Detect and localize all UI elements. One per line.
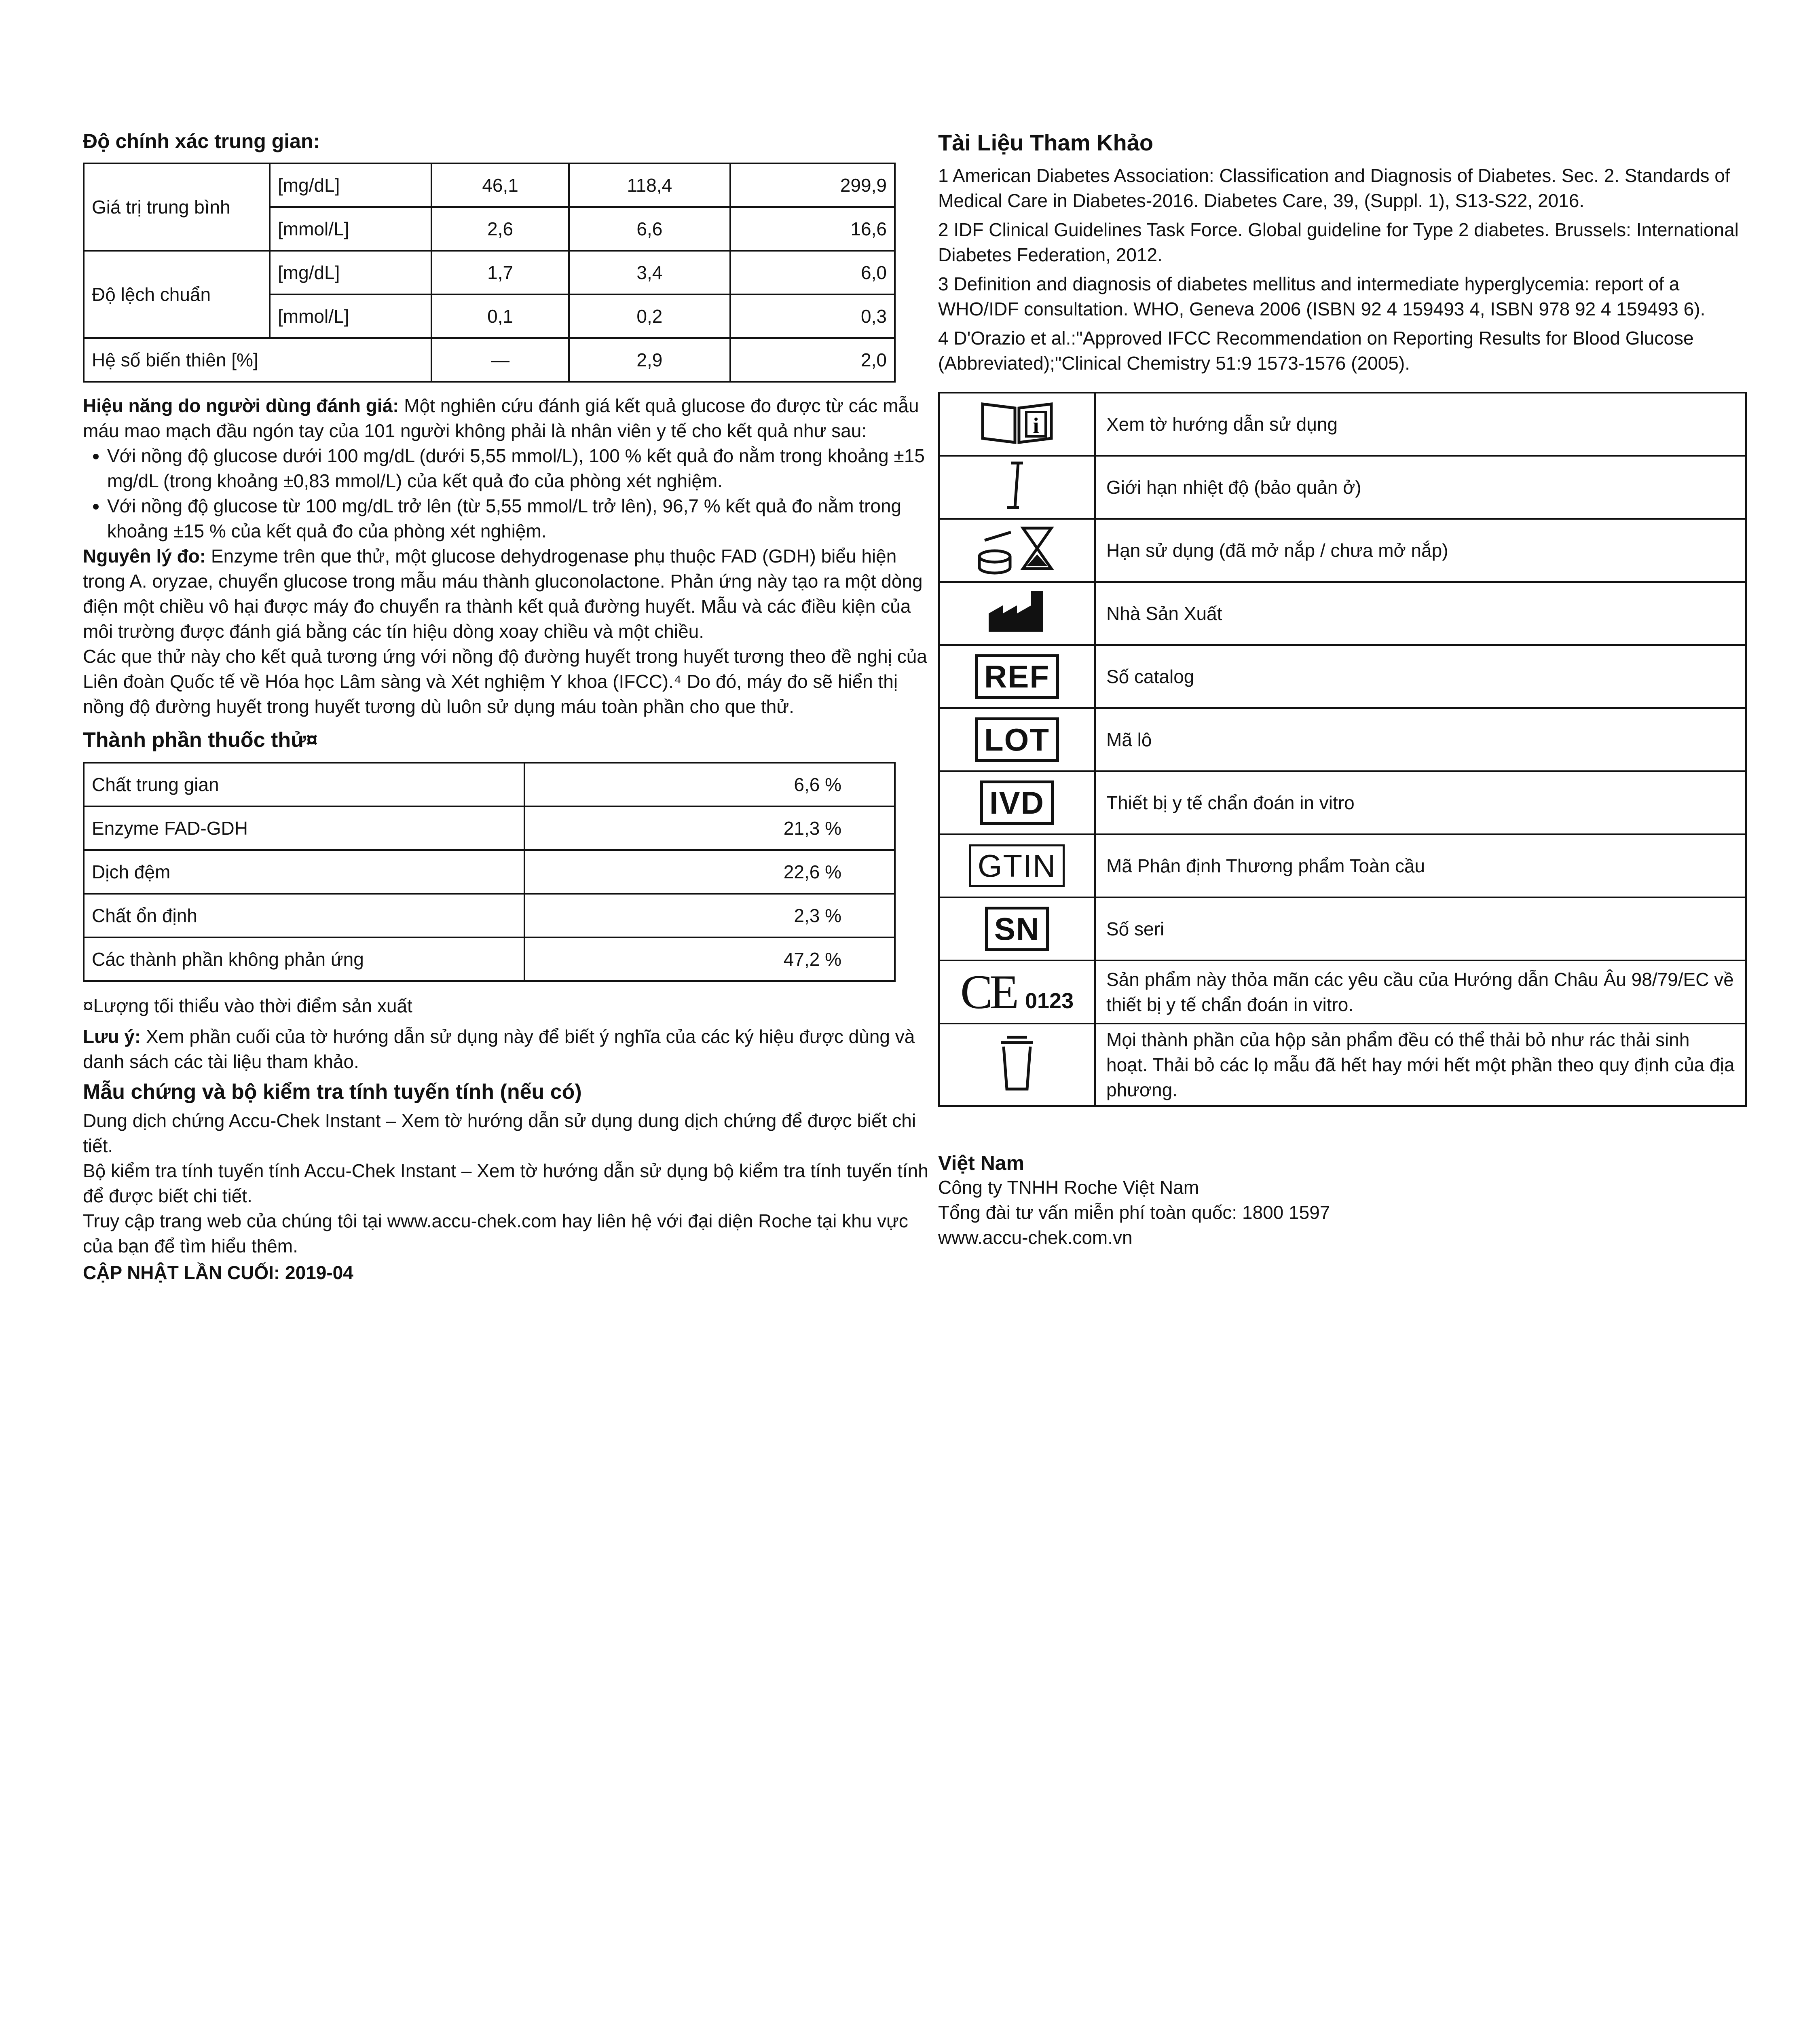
symbol-text: Nhà Sản Xuất [1095, 582, 1746, 645]
list-item: 1 American Diabetes Association: Classification and Diagnosis of Diabetes. Sec. 2. Standards of Medical Care in Diabetes-2016. Diabetes Care, 39, (Suppl. 1), S13-S22, 2016. [938, 165, 1730, 211]
reagent-name: Dịch đệm [84, 850, 524, 894]
list-item: 3 Definition and diagnosis of diabetes mellitus and intermediate hyperglycemia: report of a WHO/IDF consultation. WHO, Geneva 2006 (ISBN 92 4 159493 4, ISBN 978 92 4 159493 6). [938, 273, 1706, 319]
thermometer-icon [939, 456, 1095, 519]
reagent-name: Chất trung gian [84, 763, 524, 806]
vietnam-block [938, 1151, 1755, 1250]
table-row [939, 1024, 1746, 1106]
value-cell: 16,6 [730, 207, 895, 251]
references-heading: Tài Liệu Tham Khảo [938, 130, 1154, 155]
gtin-label: GTIN [969, 844, 1065, 887]
note-title: Lưu ý: [83, 1026, 141, 1047]
sn-icon [939, 897, 1095, 960]
principle-title: Nguyên lý đo: [83, 546, 206, 567]
list-item: 2 IDF Clinical Guidelines Task Force. Global guideline for Type 2 diabetes. Brussels: International Diabetes Federation, 2012. [938, 219, 1739, 265]
value-cell: 6,6 [569, 207, 730, 251]
row-label: Hệ số biến thiên [%] [84, 338, 431, 382]
table-row [84, 894, 895, 937]
symbol-text: Sản phẩm này thỏa mãn các yêu cầu của Hướng dẫn Châu Âu 98/79/EC về thiết bị y tế chẩn đoán in vitro. [1095, 960, 1746, 1024]
waste-bin-icon [939, 1024, 1095, 1106]
symbol-text: Thiết bị y tế chẩn đoán in vitro [1095, 771, 1746, 834]
reagent-value: 2,3 % [524, 894, 895, 937]
value-cell: 0,1 [431, 294, 569, 338]
accuracy-table [83, 163, 896, 383]
table-row [84, 163, 895, 207]
book-info-icon [939, 393, 1095, 456]
table-row [939, 519, 1746, 582]
value-cell: 2,6 [431, 207, 569, 251]
table-row [84, 850, 895, 894]
gtin-icon [939, 834, 1095, 897]
value-cell: 3,4 [569, 251, 730, 294]
vietnam-heading: Việt Nam [938, 1152, 1025, 1174]
ce-number: 0123 [1025, 989, 1074, 1013]
ivd-label: IVD [980, 780, 1054, 825]
principle-text: Enzyme trên que thử, một glucose dehydrogenase phụ thuộc FAD (GDH) biểu hiện trong A. oryzae, chuyển glucose trong mẫu máu thành gluconolactone. Phản ứng này tạo ra một dòng điện một chiều vô hại được máy đo chuyển ra thành kết quả đường huyết. Mẫu và các điều kiện của môi trường được đánh giá bằng các tín hiệu dòng xoay chiều và một chiều. [83, 546, 923, 642]
right-column [938, 129, 1755, 1250]
table-row [84, 937, 895, 981]
reagent-name: Các thành phần không phản ứng [84, 937, 524, 981]
reagent-value: 6,6 % [524, 763, 895, 806]
ref-label: REF [975, 654, 1059, 699]
value-cell: 6,0 [730, 251, 895, 294]
row-label: Giá trị trung bình [84, 163, 270, 251]
controls-heading: Mẫu chứng và bộ kiểm tra tính tuyến tính (nếu có) [83, 1080, 582, 1104]
reagent-name: Enzyme FAD-GDH [84, 806, 524, 850]
references-list [938, 163, 1755, 376]
table-row [84, 338, 895, 382]
symbol-text: Mọi thành phần của hộp sản phẩm đều có thể thải bỏ như rác thải sinh hoạt. Thải bỏ các lọ mẫu đã hết hay mới hết một phần theo quy định của địa phương. [1095, 1024, 1746, 1106]
value-cell: 2,9 [569, 338, 730, 382]
left-column [83, 129, 938, 1285]
symbol-text: Số seri [1095, 897, 1746, 960]
value-cell: 299,9 [730, 163, 895, 207]
value-cell: 46,1 [431, 163, 569, 207]
symbol-text: Số catalog [1095, 645, 1746, 708]
ivd-icon [939, 771, 1095, 834]
ce-mark-icon [939, 960, 1095, 1024]
value-cell: 2,0 [730, 338, 895, 382]
unit-cell: [mg/dL] [270, 163, 431, 207]
table-row [939, 708, 1746, 771]
user-performance-text: Một nghiên cứu đánh giá kết quả glucose đo được từ các mẫu máu mao mạch đầu ngón tay của 101 người không phải là nhân viên y tế cho kết quả như sau: [83, 395, 919, 441]
list-item: • Với nồng độ glucose từ 100 mg/dL trở lên (từ 5,55 mmol/L trở lên), 96,7 % kết quả đo nằm trong khoảng ±15 % của kết quả đo của phòng xét nghiệm. [107, 493, 938, 544]
table-row [84, 251, 895, 294]
table-row [84, 806, 895, 850]
vietnam-website: www.accu-chek.com.vn [938, 1227, 1133, 1248]
table-row [939, 456, 1746, 519]
symbol-text: Xem tờ hướng dẫn sử dụng [1095, 393, 1746, 456]
symbols-table [938, 392, 1747, 1107]
reagents-heading: Thành phần thuốc thử¤ [83, 728, 318, 752]
table-row [939, 960, 1746, 1024]
table-row [84, 763, 895, 806]
note-paragraph [83, 1024, 938, 1074]
row-label: Độ lệch chuẩn [84, 251, 270, 338]
value-cell: 0,2 [569, 294, 730, 338]
value-cell: — [431, 338, 569, 382]
reagents-table [83, 762, 896, 982]
ce-symbol: CE [960, 965, 1016, 1019]
user-performance-title: Hiệu năng do người dùng đánh giá: [83, 395, 399, 416]
table-row [939, 393, 1746, 456]
factory-icon [939, 582, 1095, 645]
lot-label: LOT [975, 717, 1059, 762]
reagents-footnote: ¤Lượng tối thiểu vào thời điểm sản xuất [83, 995, 412, 1016]
vietnam-line: Công ty TNHH Roche Việt Nam [938, 1177, 1199, 1198]
svg-text:i: i [1033, 413, 1039, 438]
value-cell: 1,7 [431, 251, 569, 294]
symbol-text: Mã Phân định Thương phẩm Toàn cầu [1095, 834, 1746, 897]
hourglass-icon [939, 519, 1095, 582]
table-row [939, 834, 1746, 897]
table-row [939, 771, 1746, 834]
table-row [939, 645, 1746, 708]
lot-icon [939, 708, 1095, 771]
controls-line: Bộ kiểm tra tính tuyến tính Accu-Chek Instant – Xem tờ hướng dẫn sử dụng bộ kiểm tra tính tuyến tính để được biết chi tiết. [83, 1160, 928, 1206]
symbol-text: Mã lô [1095, 708, 1746, 771]
vietnam-line: Tổng đài tư vấn miễn phí toàn quốc: 1800 1597 [938, 1202, 1330, 1223]
principle-paragraph [83, 544, 938, 644]
unit-cell: [mmol/L] [270, 207, 431, 251]
last-update: CẬP NHẬT LẦN CUỐI: 2019-04 [83, 1262, 353, 1283]
sn-label: SN [985, 907, 1049, 951]
symbol-text: Giới hạn nhiệt độ (bảo quản ở) [1095, 456, 1746, 519]
table-row [939, 897, 1746, 960]
principle-text-2: Các que thử này cho kết quả tương ứng với nồng độ đường huyết trong huyết tương theo đề nghị của Liên đoàn Quốc tế về Hóa học Lâm sàng và Xét nghiệm Y khoa (IFCC).⁴ Do đó, máy đo sẽ hiển thị nồng độ đường huyết trong huyết tương dù luôn sử dụng máu toàn phần cho que thử. [83, 646, 927, 717]
ref-icon [939, 645, 1095, 708]
reagent-value: 47,2 % [524, 937, 895, 981]
symbol-text: Hạn sử dụng (đã mở nắp / chưa mở nắp) [1095, 519, 1746, 582]
list-item: • Với nồng độ glucose dưới 100 mg/dL (dưới 5,55 mmol/L), 100 % kết quả đo nằm trong khoảng ±15 mg/dL (trong khoảng ±0,83 mmol/L) của kết quả đo của phòng xét nghiệm. [107, 443, 938, 493]
reagent-value: 21,3 % [524, 806, 895, 850]
reagent-value: 22,6 % [524, 850, 895, 894]
user-performance-list [83, 443, 938, 544]
table-row [939, 582, 1746, 645]
controls-line: Dung dịch chứng Accu-Chek Instant – Xem tờ hướng dẫn sử dụng dung dịch chứng để được biết chi tiết. [83, 1110, 916, 1156]
note-text: Xem phần cuối của tờ hướng dẫn sử dụng này để biết ý nghĩa của các ký hiệu được dùng và danh sách các tài liệu tham khảo. [83, 1026, 915, 1072]
controls-line: Truy cập trang web của chúng tôi tại www.accu-chek.com hay liên hệ với đại diện Roche tại khu vực của bạn để tìm hiểu thêm. [83, 1210, 908, 1256]
unit-cell: [mmol/L] [270, 294, 431, 338]
unit-cell: [mg/dL] [270, 251, 431, 294]
accuracy-heading: Độ chính xác trung gian: [83, 130, 320, 152]
list-item: 4 D'Orazio et al.:"Approved IFCC Recommendation on Reporting Results for Blood Glucose (Abbreviated);"Clinical Chemistry 51:9 1573-1576 (2005). [938, 328, 1694, 374]
reagent-name: Chất ổn định [84, 894, 524, 937]
value-cell: 0,3 [730, 294, 895, 338]
user-performance-paragraph [83, 393, 938, 443]
value-cell: 118,4 [569, 163, 730, 207]
